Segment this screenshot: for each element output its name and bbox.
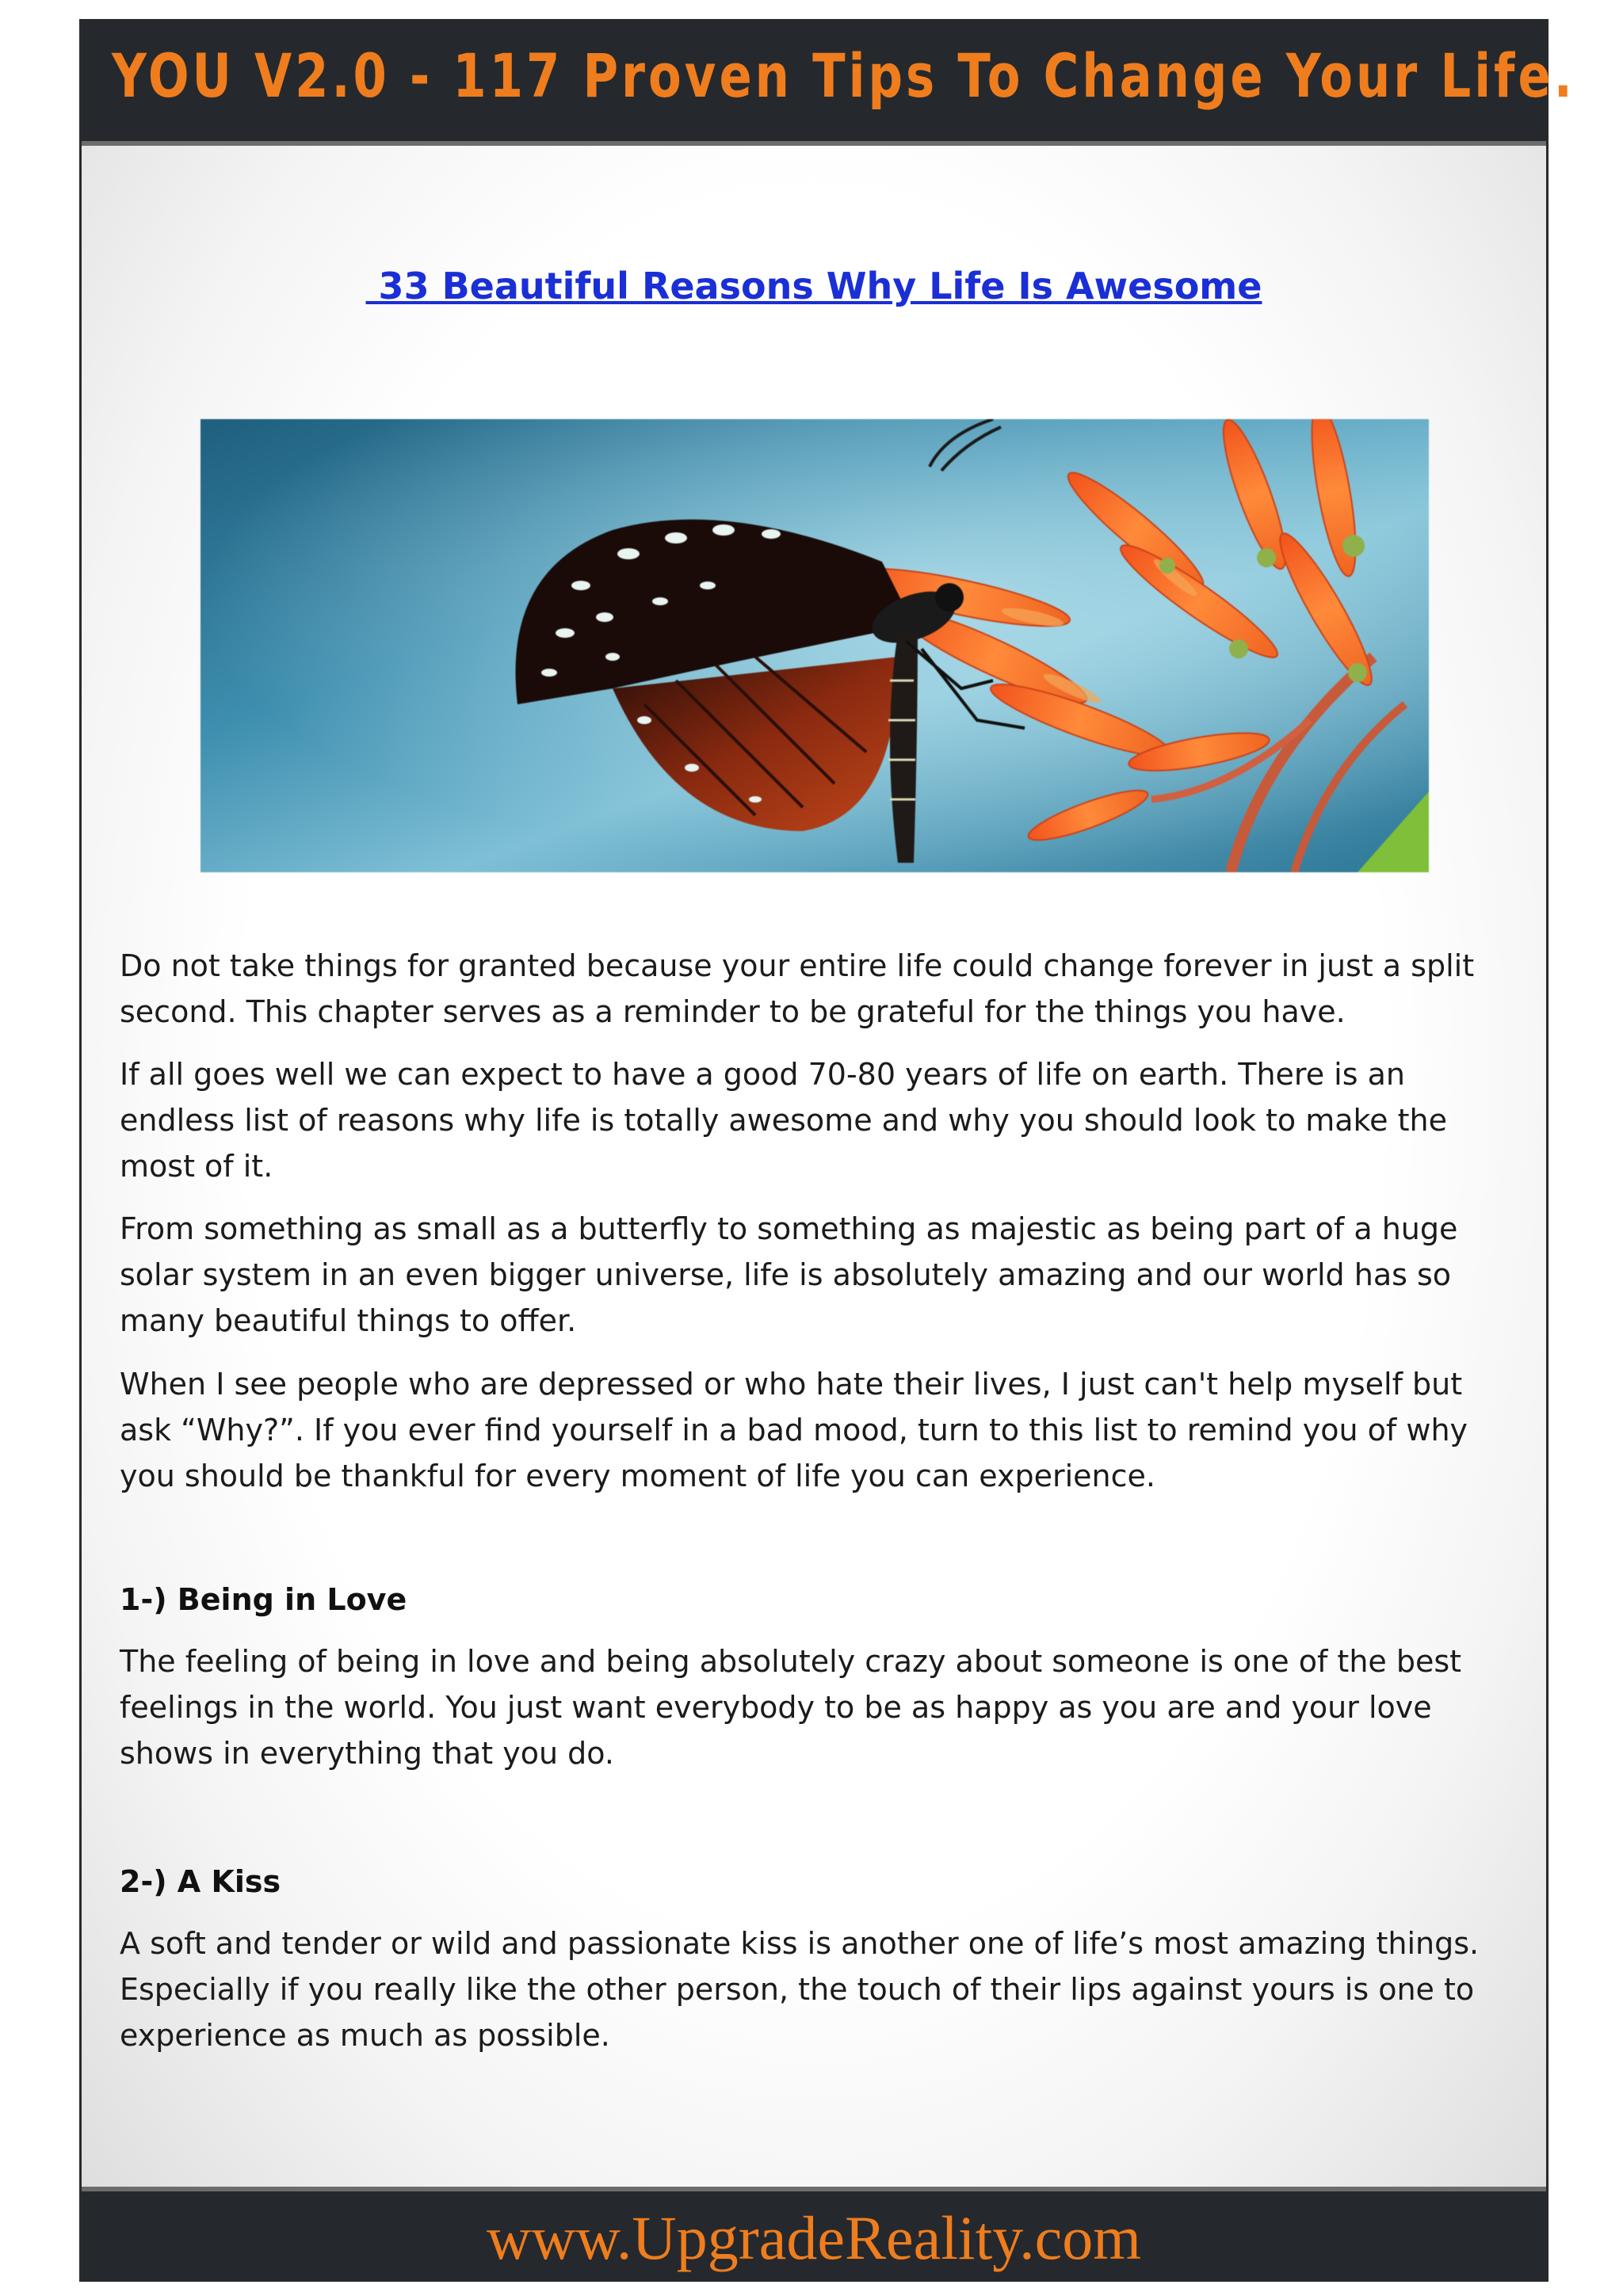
footer-bar [82,2187,1546,2282]
content-area [82,146,1546,2187]
intro-paragraph-3: From something as small as a butterfly to something as majestic as being part of a huge solar system in an even bigger universe, life is absolutely amazing and our world has so many beautiful things to offer. [120,1211,1458,1338]
intro-paragraph-4: When I see people who are depressed or who hate their lives, I just can't help myself but ask “Why?”. If you ever find yourself in a bad mood, turn to this list to remind you of why you should be thankful for every moment of life you can experience. [120,1367,1468,1493]
book-title: YOU V2.0 - 117 Proven Tips To Change Your Life. [112,40,1575,111]
page-frame [79,19,1575,2282]
reason-text-1: The feeling of being in love and being absolutely crazy about someone is one of the best feelings in the world. You just want everybody to be as happy as you are and your love shows in everything that you do. [120,1644,1462,1771]
intro-paragraph-1: Do not take things for granted because your entire life could change forever in just a split second. This chapter serves as a reminder to be grateful for the things you have. [120,948,1475,1029]
chapter-title-link[interactable]: 33 Beautiful Reasons Why Life Is Awesome [365,265,1262,307]
reason-heading-2: 2-) A Kiss [120,1864,281,1899]
website-url-link[interactable]: www.UpgradeReality.com [487,2203,1141,2272]
butterfly-image [200,419,1429,872]
reason-heading-1: 1-) Being in Love [120,1582,407,1617]
intro-paragraph-2: If all goes well we can expect to have a good 70-80 years of life on earth. There is an endless list of reasons why life is totally awesome and why you should look to make the most of it. [120,1057,1447,1184]
header-bar [82,19,1575,146]
reason-text-2: A soft and tender or wild and passionate kiss is another one of life’s most amazing things. Especially if you really like the other person, the touch of their lips against yours is one to experience as much as possible. [120,1926,1480,2053]
